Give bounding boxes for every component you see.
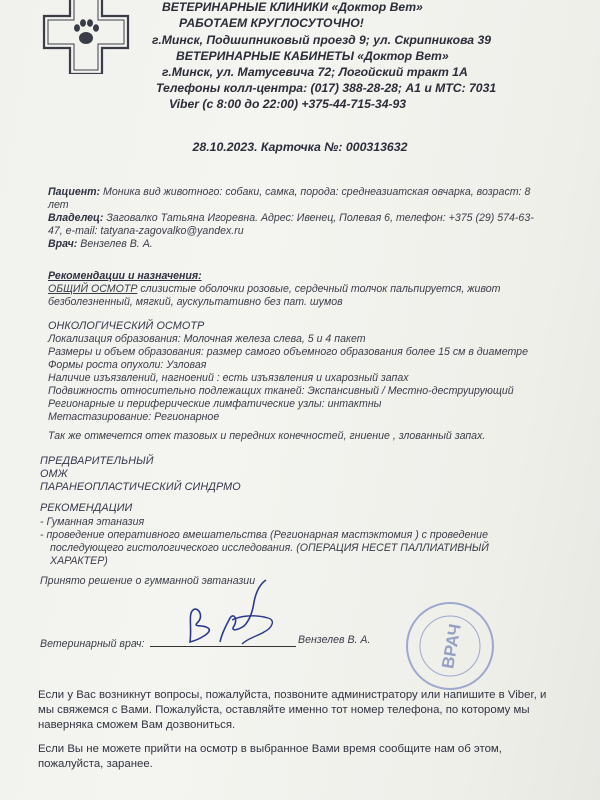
header-line-address2: г.Минск, ул. Матусевича 72; Логойский тракт 1А bbox=[162, 65, 468, 79]
clinic-logo-cross-icon bbox=[42, 0, 130, 74]
recommendation-item: - проведение оперативного вмешательства (Регионарная мастэктомия ) с проведение bbox=[40, 529, 488, 541]
stamp-text: ВРАЧ bbox=[438, 622, 465, 671]
signature-name: Вензелев В. А. bbox=[298, 634, 371, 646]
owner-info bbox=[48, 212, 548, 238]
oncology-line: Подвижность относительно подлежащих тканей: Экспансивный / Местно-деструирующий bbox=[48, 385, 514, 397]
recommendation-item: последующего гистологического исследования. (ОПЕРАЦИЯ НЕСЕТ ПАЛЛИАТИВНЫЙ bbox=[50, 542, 489, 554]
oncology-line: Размеры и объем образования: размер самого объемного образования более 15 см в диаметре bbox=[48, 346, 528, 358]
paw-icon bbox=[74, 19, 99, 44]
footer-paragraph-2-line: Если Вы не можете прийти на осмотр в выбранное Вами время сообщите нам об этом, bbox=[38, 743, 502, 755]
preliminary-heading: ПРЕДВАРИТЕЛЬНЫЙ bbox=[40, 455, 154, 467]
header-line-address1: г.Минск, Подшипниковый проезд 9; ул. Скрипникова 39 bbox=[152, 33, 492, 47]
header-line-hours: РАБОТАЕМ КРУГЛОСУТОЧНО! bbox=[179, 16, 364, 30]
owner-label: Владелец: bbox=[48, 212, 104, 224]
header-line-phones: Телефоны колл-центра: (017) 388-28-28; А1 и МТС: 7031 bbox=[156, 81, 497, 95]
oncology-line: Наличие изъязвлений, нагноений : есть изъязвления и ихарозный запах bbox=[48, 372, 409, 384]
card-title: 28.10.2023. Карточка №: 000313632 bbox=[192, 140, 408, 154]
doctor-label: Врач: bbox=[48, 238, 78, 250]
general-exam-text: слизистые оболочки розовые, сердечный толчок пальпируется, живот безболезненный, мягкий, аускультативно без пат. шумов bbox=[48, 283, 501, 308]
oncology-line: Формы роста опухоли: Узловая bbox=[48, 359, 207, 371]
general-exam-lead: ОБЩИЙ ОСМОТР bbox=[48, 283, 138, 295]
oncology-line: Локализация образования: Молочная железа слева, 5 и 4 пакет bbox=[48, 333, 366, 345]
recommendations-heading: Рекомендации и назначения: bbox=[48, 270, 202, 282]
patient-info bbox=[48, 186, 548, 212]
recommendations-list-heading: РЕКОМЕНДАЦИИ bbox=[40, 502, 133, 514]
recommendation-item: - Гуманная этаназия bbox=[40, 516, 145, 528]
decision-text: Принято решение о гумманной эвтаназии bbox=[40, 575, 256, 587]
owner-text: Заговалко Татьяна Игоревна. Адрес: Ивенец, Полевая 6, телефон: +375 (29) 574-63-47, e-mail: tatyana-zagovalko@yandex.ru bbox=[48, 212, 534, 237]
preliminary-diagnosis: ПАРАНЕОПЛАСТИЧЕСКИЙ СИНДРМО bbox=[40, 481, 241, 493]
oncology-heading: ОНКОЛОГИЧЕСКИЙ ОСМОТР bbox=[48, 320, 205, 332]
patient-label: Пациент: bbox=[48, 186, 101, 198]
patient-text: Моника вид животного: собаки, самка, порода: среднеазиатская овчарка, возраст: 8 лет bbox=[48, 186, 531, 211]
handwritten-signature bbox=[168, 572, 298, 662]
header-line-viber: Viber (с 8:00 до 22:00) +375-44-715-34-93 bbox=[169, 97, 407, 111]
footer-paragraph-1-line: наверняка сможем Вам дозвониться. bbox=[38, 719, 236, 731]
header-line-cabinets: ВЕТЕРИНАРНЫЕ КАБИНЕТЫ «Доктор Вет» bbox=[176, 49, 449, 63]
extra-note: Так же отмечется отек тазовых и передних конечностей, гниение , злованный запах. bbox=[48, 430, 486, 442]
header-line-clinics: ВЕТЕРИНАРНЫЕ КЛИНИКИ «Доктор Вет» bbox=[162, 0, 423, 14]
doctor-text: Вензелев В. А. bbox=[77, 238, 153, 250]
footer-paragraph-1-line: мы свяжемся с Вами. Пожалуйста, оставляйте именно тот номер телефона, по которому мы bbox=[38, 704, 530, 716]
signature-label: Ветеринарный врач: bbox=[40, 638, 145, 650]
stamp-seal-icon bbox=[404, 600, 496, 692]
general-exam bbox=[48, 283, 548, 309]
oncology-line: Метастазирование: Регионарное bbox=[48, 411, 220, 423]
oncology-line: Регионарные и периферические лимфатические узлы: интактны bbox=[48, 398, 382, 410]
footer-paragraph-2-line: пожалуйста, заранее. bbox=[38, 758, 153, 770]
recommendation-item: ХАРАКТЕР) bbox=[50, 555, 108, 567]
doctor-info bbox=[48, 238, 153, 251]
preliminary-diagnosis: ОМЖ bbox=[40, 468, 68, 480]
footer-paragraph-1-line: Если у Вас возникнут вопросы, пожалуйста, позвоните администратору или напишите в Viber, и bbox=[38, 689, 547, 701]
